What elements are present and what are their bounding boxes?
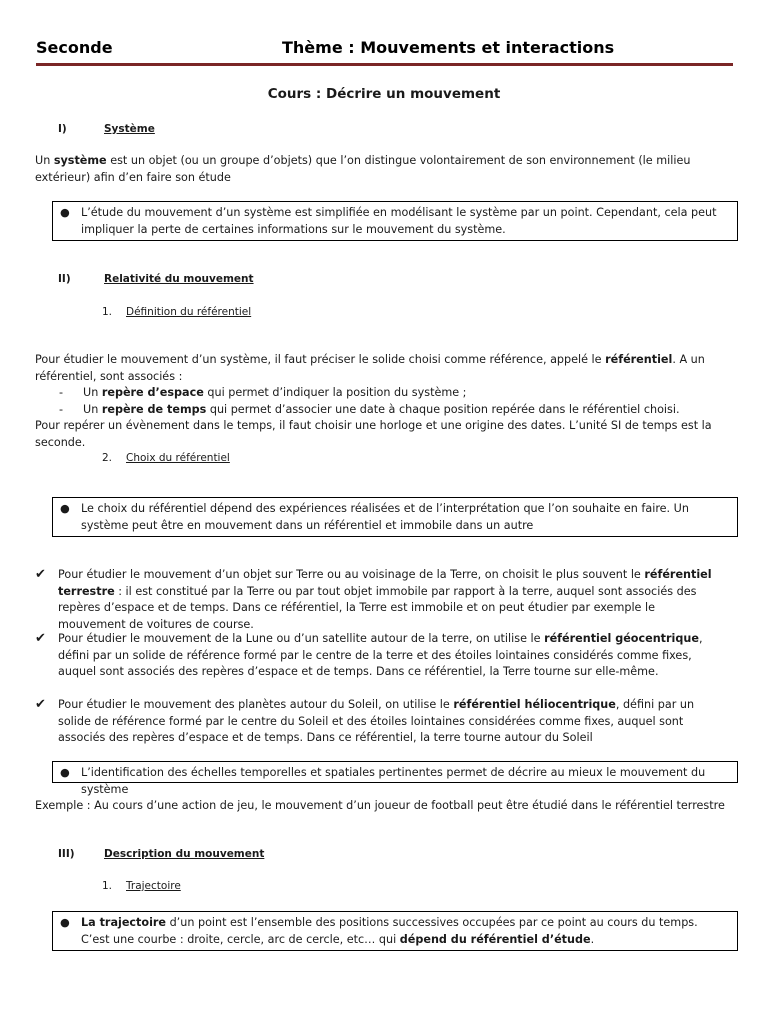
text: qui permet d’indiquer la position du système ; [203, 386, 467, 399]
header-divider [36, 63, 733, 66]
section-number: III) [58, 848, 75, 860]
paragraph-intro [35, 352, 725, 385]
bold-term: référentiel géocentrique [544, 632, 699, 645]
paragraph-exemple: Exemple : Au cours d’une action de jeu, le mouvement d’un joueur de football peut être étudié dans le référentiel terrestre [35, 799, 725, 812]
bold-term: dépend du référentiel d’étude [399, 932, 591, 946]
list-item-repere-espace [35, 385, 725, 402]
info-box-choix-referentiel [52, 497, 738, 537]
info-box-trajectoire [52, 911, 738, 951]
section-title: Système [104, 123, 155, 135]
subheading-definition-referentiel [102, 306, 251, 318]
bold-term: système [53, 154, 107, 167]
text: Pour étudier le mouvement des planètes autour du Soleil, on utilise le [58, 698, 454, 711]
text: : il est constitué par la Terre ou par tout objet immobile par rapport à la terre, auquel sont associés des repères d’espace et de temps. Dans ce référentiel, la Terre est immobile et on peut étudier par exemple le mouvement de voitures de course. [58, 584, 697, 631]
box-text: Le choix du référentiel dépend des expériences réalisées et de l’interprétation que l’on souhaite en faire. Un système peut être en mouvement dans un référentiel et immobile dans un autre [81, 502, 689, 532]
section-heading-relativite [58, 273, 254, 285]
header-level: Seconde [36, 38, 113, 57]
paragraph-systeme-definition [35, 153, 725, 186]
section-number: I) [58, 123, 67, 135]
dash-icon: - [59, 402, 64, 416]
subsection-number: 1. [102, 880, 113, 892]
box-text: L’identification des échelles temporelles et spatiales pertinentes permet de décrire au mieux le mouvement du système [81, 766, 706, 796]
section-heading-systeme [58, 123, 155, 135]
bullet-icon: ● [60, 766, 70, 779]
dash-icon: - [59, 386, 64, 399]
checkmark-icon: ✔ [35, 631, 46, 646]
text: Pour étudier le mouvement d’un système, il faut préciser le solide choisi comme référence, appelé le [35, 353, 606, 366]
bullet-icon: ● [60, 206, 70, 219]
bold-term: repère de temps [101, 402, 207, 416]
section-number: II) [58, 273, 71, 285]
text: Un [35, 154, 54, 167]
checkmark-icon: ✔ [35, 567, 46, 582]
header-theme: Thème : Mouvements et interactions [282, 38, 615, 57]
course-title: Cours : Décrire un mouvement [267, 86, 501, 102]
text: d’un point est l’ensemble des positions successives occupées par ce point au cours du temps. C’est une courbe : droite, cercle, arc de cercle, etc… qui [81, 916, 698, 946]
section-title: Description du mouvement [104, 848, 265, 860]
info-box-echelles [52, 761, 738, 796]
box-text: L’étude du mouvement d’un système est simplifiée en modélisant le système par un point. Cependant, cela peut impliquer la perte de certaines informations sur le mouvement du système. [81, 206, 717, 236]
subheading-choix-referentiel [102, 452, 230, 464]
text: Pour étudier le mouvement d’un objet sur Terre ou au voisinage de la Terre, on choisit le plus souvent le [58, 568, 645, 581]
bold-term: repère d’espace [101, 386, 204, 399]
bold-term: référentiel héliocentrique [453, 698, 616, 711]
text: Un [83, 402, 102, 416]
check-item-referentiel-terrestre [35, 567, 725, 633]
checkmark-icon: ✔ [35, 697, 46, 712]
subheading-trajectoire [102, 880, 181, 892]
bullet-icon: ● [60, 502, 70, 515]
subsection-number: 1. [102, 306, 113, 318]
check-item-referentiel-heliocentrique [35, 697, 725, 747]
text: Pour étudier le mouvement de la Lune ou d’un satellite autour de la terre, on utilise le [58, 632, 545, 645]
text: . A un référentiel, sont associés : [35, 353, 705, 383]
bullet-icon: ● [60, 916, 70, 929]
subsection-number: 2. [102, 452, 113, 464]
paragraph-unite-temps: Pour repérer un évènement dans le temps, il faut choisir une horloge et une origine des dates. L’unité SI de temps est la seconde. [35, 419, 712, 449]
info-box-modelisation [52, 201, 738, 241]
section-title: Relativité du mouvement [104, 273, 254, 285]
subsection-title: Trajectoire [126, 880, 181, 892]
section-heading-description [58, 848, 264, 860]
bold-term: référentiel terrestre [58, 568, 712, 598]
text: . [590, 932, 595, 946]
list-item-repere-temps [35, 402, 725, 419]
text: , défini par un solide de référence formé par le centre de la terre et des étoiles lointaines considérés comme fixes, auquel sont associés des repères d’espace et de temps. Dans ce référentiel, la Terre tourne sur elle-même. [58, 632, 703, 678]
text: Un [83, 386, 102, 399]
subsection-title: Choix du référentiel [126, 452, 230, 464]
text: qui permet d’associer une date à chaque position repérée dans le référentiel choisi. [206, 402, 680, 416]
text: est un objet (ou un groupe d’objets) que l’on distingue volontairement de son environnement (le milieu extérieur) afin d’en faire son étude [35, 154, 691, 184]
subsection-title: Définition du référentiel [126, 306, 252, 318]
paragraph-referentiel [35, 352, 725, 451]
text: , défini par un solide de référence formé par le centre du Soleil et des étoiles lointaines considérées comme fixes, auquel sont associés des repères d’espace et de temps. Dans ce référentiel, la terre tourne autour du Soleil [58, 698, 695, 744]
bold-term: référentiel [605, 353, 673, 366]
check-item-referentiel-geocentrique [35, 631, 725, 681]
bold-term: La trajectoire [81, 916, 167, 929]
